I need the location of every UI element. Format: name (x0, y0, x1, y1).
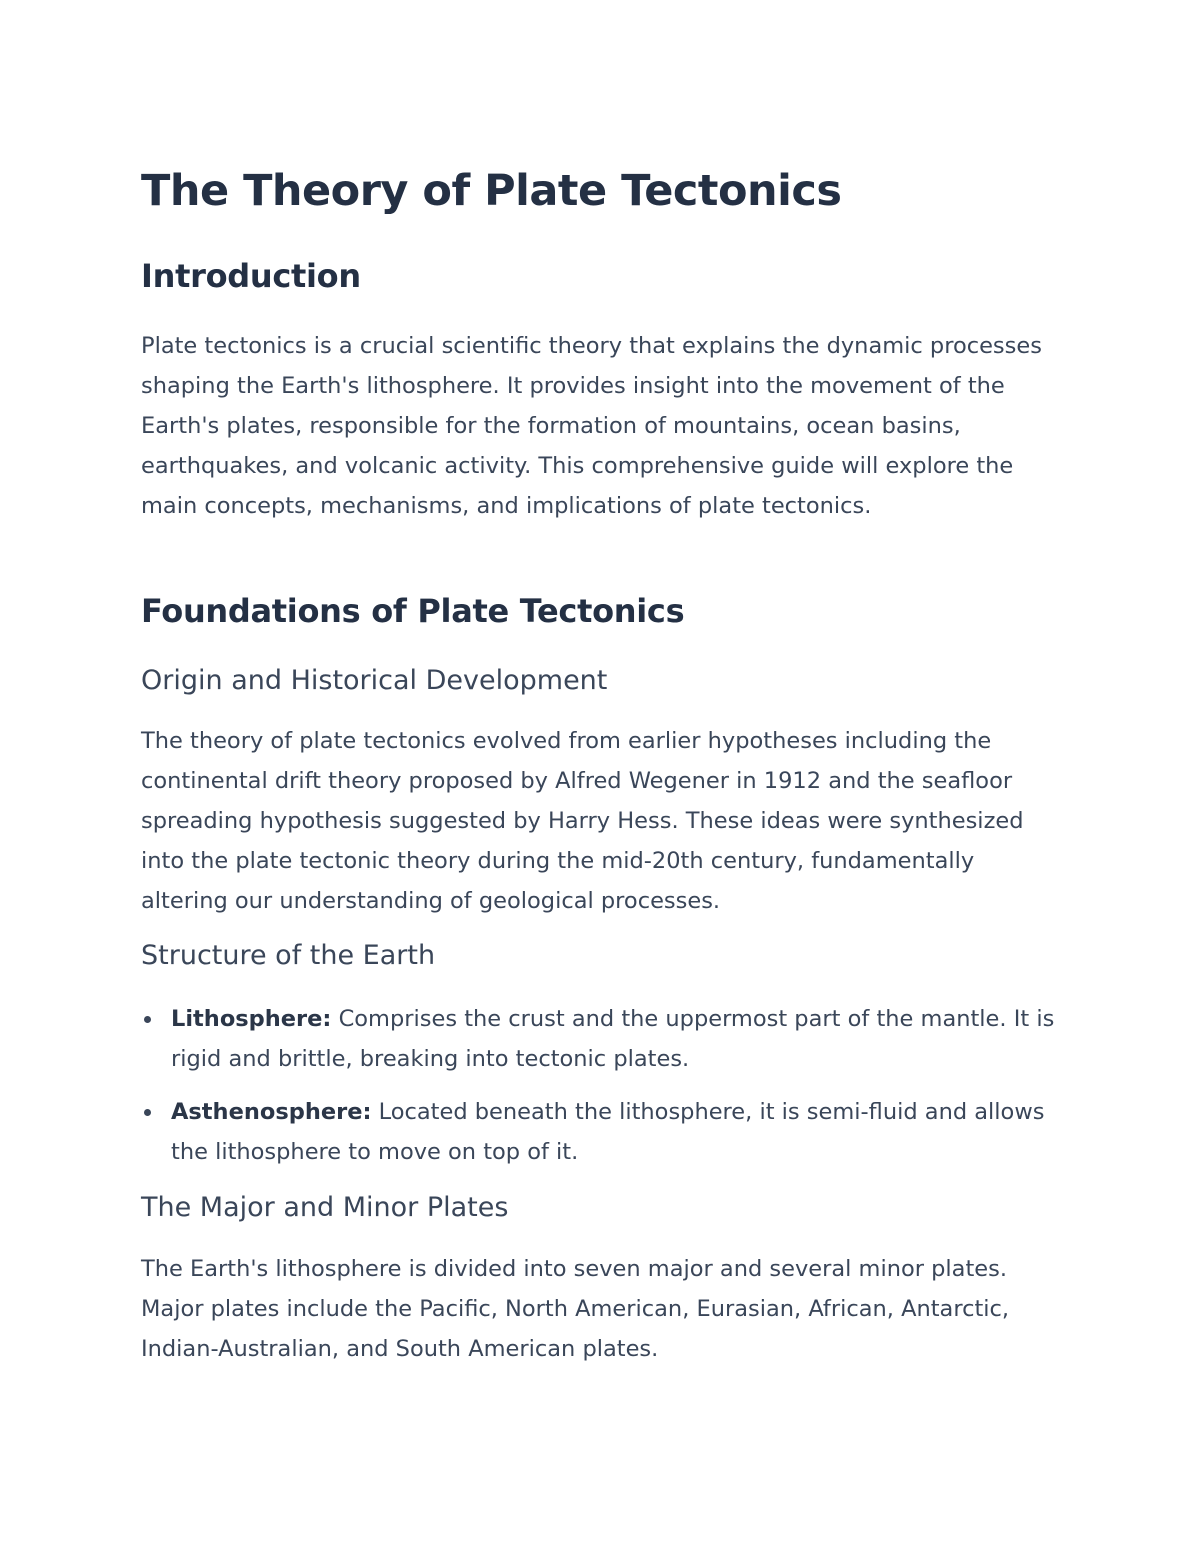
introduction-paragraph: Plate tectonics is a crucial scientific theory that explains the dynamic processes shaping the Earth's lithosphere. It provides insight into the movement of the Earth's plates, responsible for the formation of mountains, ocean basins, earthquakes, and volcanic activity. This comprehensive guide will explore the main concepts, mechanisms, and implications of plate tectonics. (141, 333, 1042, 519)
plates-paragraph: The Earth's lithosphere is divided into seven major and several minor plates. Major plates include the Pacific, North American, Eurasian, African, Antarctic, Indian-Australian, and South American plates. (141, 1256, 1010, 1362)
list-item (141, 999, 1061, 1079)
list-item (141, 1092, 1061, 1172)
bullet-icon (144, 1016, 151, 1023)
subsection-heading-structure: Structure of the Earth (141, 940, 436, 971)
subsection-heading-origin: Origin and Historical Development (141, 665, 608, 696)
bullet-icon (144, 1109, 151, 1116)
earth-structure-list (141, 999, 1061, 1185)
subsection-heading-plates: The Major and Minor Plates (141, 1192, 509, 1223)
section-heading-introduction: Introduction (141, 257, 361, 295)
list-item-text: Comprises the crust and the uppermost part of the mantle. It is rigid and brittle, breaking into tectonic plates. (171, 1006, 1055, 1072)
list-item-text: Located beneath the lithosphere, it is semi-fluid and allows the lithosphere to move on top of it. (171, 1099, 1045, 1165)
origin-paragraph: The theory of plate tectonics evolved from earlier hypotheses including the continental drift theory proposed by Alfred Wegener in 1912 and the seafloor spreading hypothesis suggested by Harry Hess. These ideas were synthesized into the plate tectonic theory during the mid-20th century, fundamentally altering our understanding of geological processes. (141, 728, 1024, 914)
list-item-term: Lithosphere: (171, 1006, 332, 1032)
document-title: The Theory of Plate Tectonics (141, 166, 842, 216)
list-item-term: Asthenosphere: (171, 1099, 372, 1125)
section-heading-foundations: Foundations of Plate Tectonics (141, 592, 685, 630)
